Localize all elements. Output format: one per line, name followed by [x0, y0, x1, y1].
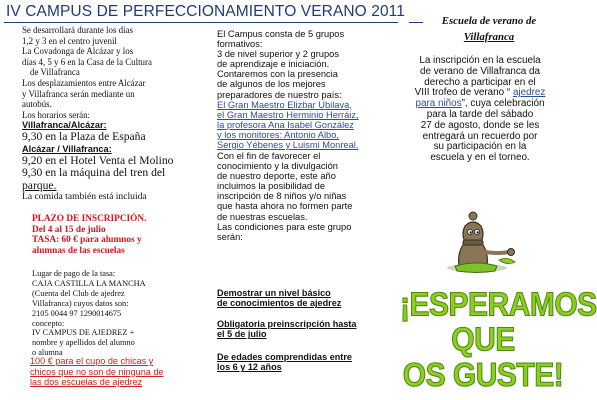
info-line: Contaremos con la presencia: [217, 69, 338, 80]
info-line: conocimiento y la divulgación: [217, 161, 338, 172]
payment-line: (Cuenta del Club de ajedrez: [32, 288, 125, 298]
route-header-alcazar-villafranca: Alcázar / Villafranca:: [22, 143, 112, 154]
payment-line: Lugar de pago de la tasa:: [32, 269, 116, 278]
payment-line: o alumna: [32, 348, 63, 358]
route-time: 9,30 en la máquina del tren del: [22, 166, 166, 180]
schedule-line: días 4, 5 y 6 en la Casa de la Cultura: [22, 56, 152, 67]
school-heading-line: Villafranca: [463, 30, 515, 43]
condition-3: [217, 352, 372, 373]
trophy-line: derecho a participar en el: [424, 76, 536, 88]
registration-deadline: [32, 214, 202, 256]
trophy-text: VIII trofeo de verano “: [414, 87, 513, 99]
condition-line: los 6 y 12 años: [217, 362, 282, 373]
schedule-line: y Villafranca serán mediante un: [22, 88, 135, 99]
route-time: 9,30 en la Plaza de España: [22, 130, 146, 144]
school-heading-line: Escuela de verano de: [441, 15, 537, 27]
info-line: preparadores de nuestro país:: [217, 89, 342, 100]
schedule-line: de Villafranca: [30, 67, 80, 78]
payment-line: concepto:: [32, 318, 65, 328]
lunch-note: La comida también está incluida: [22, 191, 147, 203]
schedule-line: autobús.: [22, 99, 52, 110]
trophy-line: La inscripción en la escuela: [419, 55, 541, 66]
heading-rule: [409, 22, 423, 23]
schedule-column: [22, 25, 210, 203]
info-line: de aprendizaje e iniciación.: [217, 59, 330, 70]
deadline-line: Del 4 al 15 de julio: [32, 224, 106, 235]
deadline-line: PLAZO DE INSCRIPCIÓN.: [32, 214, 147, 224]
condition-line: de conocimientos de ajedrez: [217, 298, 342, 309]
coach-link[interactable]: y los monitores: Antonio Albo,: [217, 129, 339, 140]
info-line: de nuestro deporte, este año: [217, 171, 336, 182]
trophy-line: para la tarde del sábado: [426, 108, 534, 120]
trophy-text: ”, cuya celebración: [461, 98, 545, 110]
payment-line: Villafranca) cuyos datos son:: [32, 298, 129, 308]
condition-line: Demostrar un nivel básico: [217, 288, 331, 298]
condition-2: [217, 319, 377, 340]
condition-line: De edades comprendidas entre: [217, 352, 352, 362]
route-time: parque.: [22, 178, 57, 192]
school-heading: [429, 14, 549, 45]
condition-1: [217, 288, 372, 309]
coach-link[interactable]: El Gran Maestro Elizbar Ubilava,: [217, 99, 352, 110]
schedule-line: Los desplazamientos entre Alcázar: [22, 77, 146, 88]
route-time: 9,20 en el Hotel Venta el Molino: [22, 153, 174, 167]
info-line: que hasta ahora no formen parte: [217, 201, 353, 212]
condition-line: el 5 de julio: [217, 329, 267, 340]
info-line: Las condiciones para este grupo: [217, 221, 352, 232]
info-line: incluimos la posibilidad de: [217, 181, 326, 192]
info-line: Con el fin de favorecer el: [217, 151, 321, 161]
coach-link[interactable]: Sergio Yébenes y Luismi Monreal.: [217, 140, 359, 151]
payment-line: IV CAMPUS DE AJEDREZ +: [32, 328, 135, 338]
info-line: serán:: [217, 231, 243, 242]
condition-line: Obligatoria preinscripción hasta: [217, 319, 357, 329]
coach-link[interactable]: el Gran Maestro Herminio Herráiz,: [217, 109, 359, 120]
campus-info-column: [217, 29, 397, 150]
info-line: inscripción de 8 niños y/o niñas: [217, 191, 347, 202]
quota-line: las dos escuelas de ajedrez: [30, 377, 143, 388]
slogan-line: ¡ESPERAMOS QUE: [400, 286, 597, 359]
route-header-villafranca-alcazar: Villafranca/Alcázar:: [22, 120, 107, 131]
trophy-link[interactable]: para niños: [415, 98, 462, 110]
info-line: 3 de nivel superior y 2 grupos: [217, 49, 339, 60]
title-underline: [4, 22, 398, 23]
trophy-line: entregará un recuerdo por: [422, 130, 538, 142]
info-line: de algunos de los mejores: [217, 79, 326, 90]
info-line: de nuestras escuelas.: [217, 211, 308, 222]
info-line: formativos:: [217, 39, 263, 50]
trophy-line: de verano de Villafranca da: [419, 65, 541, 77]
payment-info: [32, 269, 207, 358]
payment-line: CAJA CASTILLA LA MANCHA: [32, 278, 146, 288]
coach-link[interactable]: la profesora Ana Isabel González: [217, 119, 354, 130]
fee-line: alumnas de las escuelas: [32, 245, 125, 256]
fee-line: TASA: 60 € para alumnos y: [32, 235, 142, 246]
closing-slogan: [400, 286, 597, 394]
conditions-intro: [217, 151, 395, 242]
schedule-line: 1,2 y 3 en el centro juvenil: [22, 35, 117, 46]
payment-line: nombre y apellidos del alumno: [32, 338, 135, 348]
trophy-line: 27 de agosto, donde se les: [420, 119, 540, 131]
schedule-line: Se desarrollará durante los días: [22, 25, 133, 35]
info-line: El Campus consta de 5 grupos: [217, 29, 345, 39]
payment-line: 2105 0044 97 1290014675: [32, 308, 122, 318]
quota-line: 100 € para el cupo de chicas y: [30, 356, 154, 366]
trophy-line: escuela y en el torneo.: [430, 152, 530, 164]
trophy-info: [400, 56, 560, 164]
schedule-line: La Covadonga de Alcázar y los: [22, 46, 134, 57]
page-title: IV CAMPUS DE PERFECCIONAMIENTO VERANO 2011: [6, 3, 405, 20]
trophy-line: su participación en la: [433, 141, 527, 153]
chess-bishop-cartoon-icon: [437, 194, 537, 274]
slogan-line: OS GUSTE!: [402, 357, 564, 394]
external-quota-note: [30, 356, 220, 388]
schedule-line: Los horarios serán:: [22, 109, 91, 120]
trophy-link[interactable]: ajedrez: [512, 87, 546, 99]
quota-line: chicos que no son de ninguna de: [30, 366, 164, 377]
